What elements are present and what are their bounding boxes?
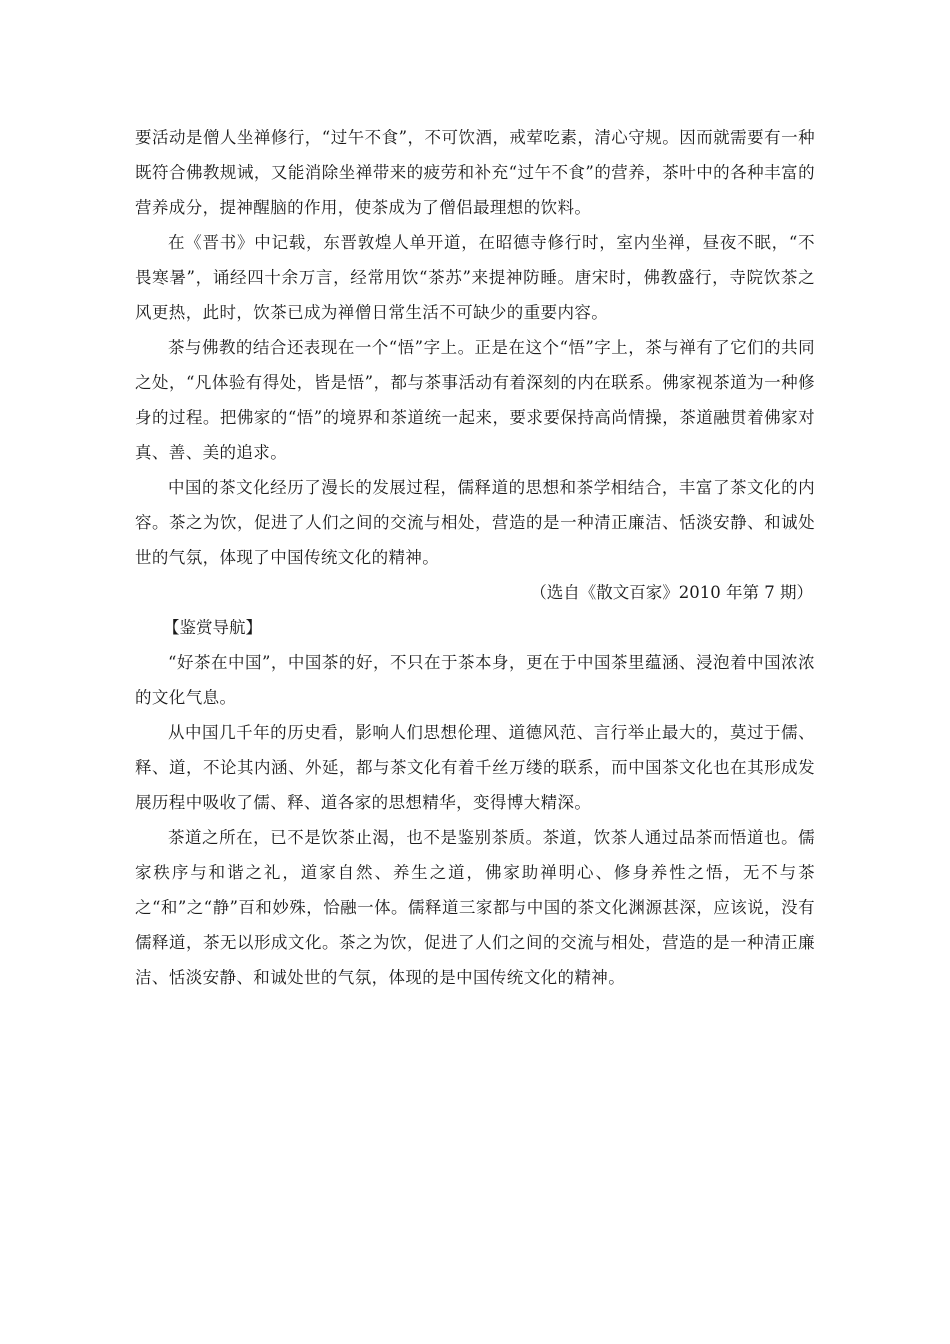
document-body (135, 120, 815, 995)
article-paragraph-4: 中国的茶文化经历了漫长的发展过程，儒释道的思想和茶学相结合，丰富了茶文化的内容。茶之为饮，促进了人们之间的交流与相处，营造的是一种清正廉洁、恬淡安静、和诚处世的气氛，体现了中国传统文化的精神。 (135, 478, 815, 567)
article-paragraph-3: 茶与佛教的结合还表现在一个“悟”字上。正是在这个“悟”字上，茶与禅有了它们的共同之处，“凡体验有得处，皆是悟”，都与茶事活动有着深刻的内在联系。佛家视茶道为一种修身的过程。把佛家的“悟”的境界和茶道统一起来，要求要保持高尚情操，茶道融贯着佛家对真、善、美的追求。 (135, 338, 815, 462)
appreciation-paragraph-1: “好茶在中国”，中国茶的好，不只在于茶本身，更在于中国茶里蕴涵、浸泡着中国浓浓的文化气息。 (135, 653, 815, 707)
appreciation-paragraph-2: 从中国几千年的历史看，影响人们思想伦理、道德风范、言行举止最大的，莫过于儒、释、道，不论其内涵、外延，都与茶文化有着千丝万缕的联系，而中国茶文化也在其形成发展历程中吸收了儒、释、道各家的思想精华，变得博大精深。 (135, 723, 815, 812)
source-citation: （选自《散文百家》2010 年第 7 期） (530, 583, 813, 602)
appreciation-paragraph-3: 茶道之所在，已不是饮茶止渴，也不是鉴别茶质。茶道，饮茶人通过品茶而悟道也。儒家秩序与和谐之礼，道家自然、养生之道，佛家助禅明心、修身养性之悟，无不与茶之“和”之“静”百和妙殊，恰融一体。儒释道三家都与中国的茶文化渊源甚深，应该说，没有儒释道，茶无以形成文化。茶之为饮，促进了人们之间的交流与相处，营造的是一种清正廉洁、恬淡安静、和诚处世的气氛，体现的是中国传统文化的精神。 (135, 828, 815, 987)
appreciation-heading: 【鉴赏导航】 (163, 618, 262, 637)
article-paragraph-2: 在《晋书》中记载，东晋敦煌人单开道，在昭德寺修行时，室内坐禅，昼夜不眠，“不畏寒暑”，诵经四十余万言，经常用饮“茶苏”来提神防睡。唐宋时，佛教盛行，寺院饮茶之风更热，此时，饮茶已成为禅僧日常生活不可缺少的重要内容。 (135, 233, 815, 322)
article-paragraph-1: 要活动是僧人坐禅修行，“过午不食”，不可饮酒，戒荤吃素，清心守规。因而就需要有一种既符合佛教规诫，又能消除坐禅带来的疲劳和补充“过午不食”的营养，茶叶中的各种丰富的营养成分，提神醒脑的作用，使茶成为了僧侣最理想的饮料。 (135, 128, 815, 217)
